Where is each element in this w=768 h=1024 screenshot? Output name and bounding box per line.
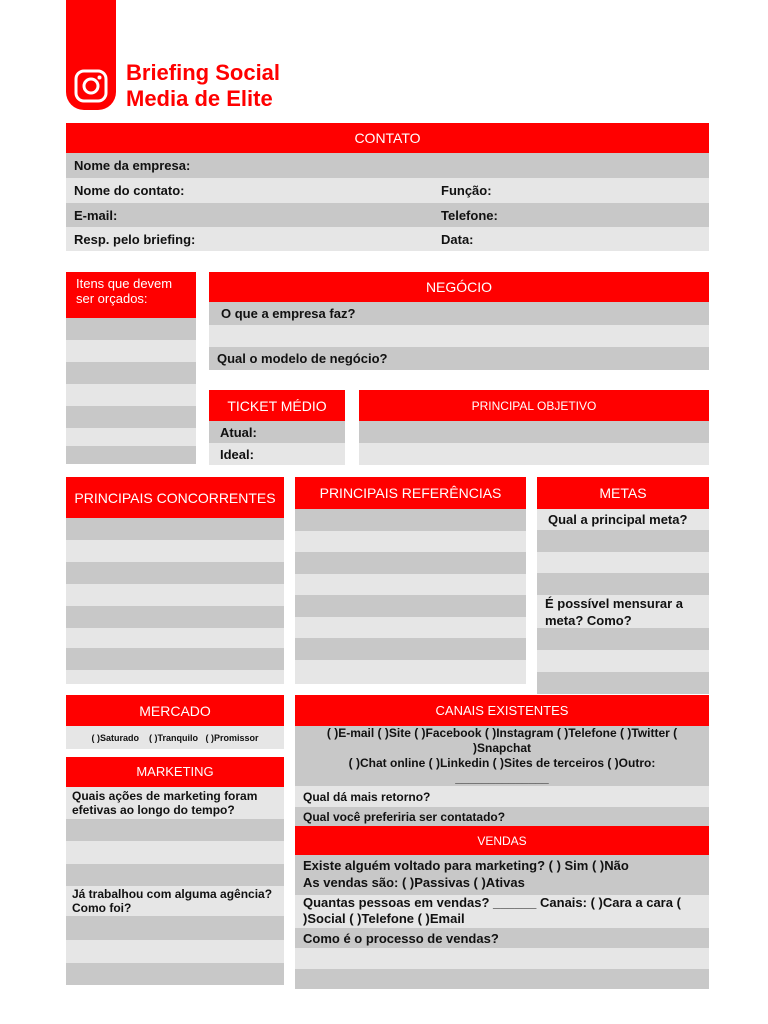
marketing-row[interactable] xyxy=(66,963,284,985)
metas-row[interactable] xyxy=(537,552,709,573)
itens-row[interactable] xyxy=(66,446,196,464)
objetivo-row[interactable] xyxy=(359,421,709,443)
concorrentes-row[interactable] xyxy=(66,584,284,606)
itens-row[interactable] xyxy=(66,428,196,446)
negocio-q2: Qual o modelo de negócio? xyxy=(217,351,388,366)
concorrentes-row[interactable] xyxy=(66,670,284,684)
referencias-row[interactable] xyxy=(295,660,526,684)
ticket-ideal-row[interactable] xyxy=(209,443,345,465)
marketing-row[interactable] xyxy=(66,916,284,940)
email-field[interactable] xyxy=(66,203,709,227)
concorrentes-header: PRINCIPAIS CONCORRENTES xyxy=(66,477,284,518)
metas-row[interactable] xyxy=(537,530,709,552)
resp-label: Resp. pelo briefing: xyxy=(74,231,196,247)
referencias-row[interactable] xyxy=(295,574,526,595)
data-label: Data: xyxy=(441,231,474,247)
canais-options-line2: ( )Chat online ( )Linkedin ( )Sites de terceiros ( )Outro: ______________ xyxy=(348,756,656,785)
metas-row[interactable] xyxy=(537,573,709,595)
referencias-row[interactable] xyxy=(295,509,526,531)
mercado-header: MERCADO xyxy=(66,695,284,726)
vendas-q2: As vendas são: ( )Passivas ( )Ativas xyxy=(303,875,525,890)
negocio-q1-row[interactable] xyxy=(209,302,709,325)
ticket-atual: Atual: xyxy=(220,424,257,440)
referencias-header: PRINCIPAIS REFERÊNCIAS xyxy=(295,477,526,509)
telefone-label: Telefone: xyxy=(441,207,498,223)
resp-field[interactable] xyxy=(66,227,709,251)
concorrentes-row[interactable] xyxy=(66,606,284,628)
vendas-header: VENDAS xyxy=(295,826,709,855)
referencias-row[interactable] xyxy=(295,531,526,552)
marketing-q2[interactable]: Já trabalhou com alguma agência? Como foi? xyxy=(66,886,284,916)
metas-row[interactable] xyxy=(537,628,709,650)
itens-row[interactable] xyxy=(66,406,196,428)
brand-title xyxy=(126,60,280,112)
contato-label: Nome do contato: xyxy=(74,183,185,198)
contato-header: CONTATO xyxy=(66,123,709,153)
ticket-atual-row[interactable] xyxy=(209,421,345,443)
negocio-q1: O que a empresa faz? xyxy=(221,306,356,321)
vendas-q4: Como é o processo de vendas? xyxy=(303,930,499,946)
ticket-ideal: Ideal: xyxy=(220,446,254,462)
canais-q2: Qual você preferiria ser contatado? xyxy=(303,809,506,824)
metas-row[interactable] xyxy=(537,672,709,694)
negocio-q2-row[interactable] xyxy=(209,347,709,370)
marketing-row[interactable] xyxy=(66,940,284,963)
vendas-q1-block[interactable] xyxy=(295,855,709,895)
metas-q1: Qual a principal meta? xyxy=(548,512,688,527)
itens-row[interactable] xyxy=(66,384,196,406)
marketing-row[interactable] xyxy=(66,819,284,841)
itens-header: Itens que devem ser orçados: xyxy=(66,272,196,318)
empresa-field[interactable] xyxy=(66,153,709,178)
referencias-row[interactable] xyxy=(295,638,526,660)
itens-row[interactable] xyxy=(66,340,196,362)
ticket-header: TICKET MÉDIO xyxy=(209,390,345,421)
itens-row[interactable] xyxy=(66,362,196,384)
marketing-row[interactable] xyxy=(66,841,284,864)
vendas-q4-row[interactable] xyxy=(295,928,709,948)
metas-header: METAS xyxy=(537,477,709,509)
concorrentes-row[interactable] xyxy=(66,628,284,648)
vendas-row[interactable] xyxy=(295,948,709,969)
canais-q2-row[interactable] xyxy=(295,807,709,826)
concorrentes-row[interactable] xyxy=(66,540,284,562)
contato-field[interactable] xyxy=(66,178,709,203)
metas-row[interactable] xyxy=(537,650,709,672)
canais-options-line1: ( )E-mail ( )Site ( )Facebook ( )Instagram ( )Telefone ( )Twitter ( )Snapchat xyxy=(326,726,678,755)
metas-q1-row[interactable] xyxy=(537,509,709,530)
email-label: E-mail: xyxy=(74,207,118,223)
referencias-row[interactable] xyxy=(295,595,526,617)
instagram-icon xyxy=(73,68,109,104)
itens-row[interactable] xyxy=(66,318,196,340)
brand-tab xyxy=(66,0,116,110)
canais-options[interactable] xyxy=(295,726,709,786)
marketing-header: MARKETING xyxy=(66,757,284,787)
canais-q1: Qual dá mais retorno? xyxy=(303,789,431,804)
concorrentes-row[interactable] xyxy=(66,648,284,670)
marketing-q1[interactable]: Quais ações de marketing foram efetivas ao longo do tempo? xyxy=(66,787,284,819)
referencias-row[interactable] xyxy=(295,552,526,574)
brand-title-line2: Media de Elite xyxy=(126,86,273,111)
referencias-row[interactable] xyxy=(295,617,526,638)
vendas-q1: Existe alguém voltado para marketing? ( ) Sim ( )Não xyxy=(303,858,629,873)
canais-header: CANAIS EXISTENTES xyxy=(295,695,709,726)
negocio-answer-row[interactable] xyxy=(209,325,709,347)
vendas-row[interactable] xyxy=(295,969,709,989)
negocio-header: NEGÓCIO xyxy=(209,272,709,302)
concorrentes-row[interactable] xyxy=(66,562,284,584)
objetivo-header: PRINCIPAL OBJETIVO xyxy=(359,390,709,421)
marketing-row[interactable] xyxy=(66,864,284,886)
brand-title-line1: Briefing Social xyxy=(126,60,281,85)
canais-q1-row[interactable] xyxy=(295,786,709,807)
vendas-q3[interactable]: Quantas pessoas em vendas? ______ Canais: ( )Cara a cara ( )Social ( )Telefone ( )Email xyxy=(295,895,709,928)
funcao-label: Função: xyxy=(441,183,492,198)
metas-q2[interactable]: É possível mensurar a meta? Como? xyxy=(537,595,709,628)
empresa-label: Nome da empresa: xyxy=(74,158,191,173)
concorrentes-row[interactable] xyxy=(66,518,284,540)
objetivo-row[interactable] xyxy=(359,443,709,465)
mercado-options[interactable]: ( )Saturado ( )Tranquilo ( )Promissor xyxy=(66,726,284,749)
